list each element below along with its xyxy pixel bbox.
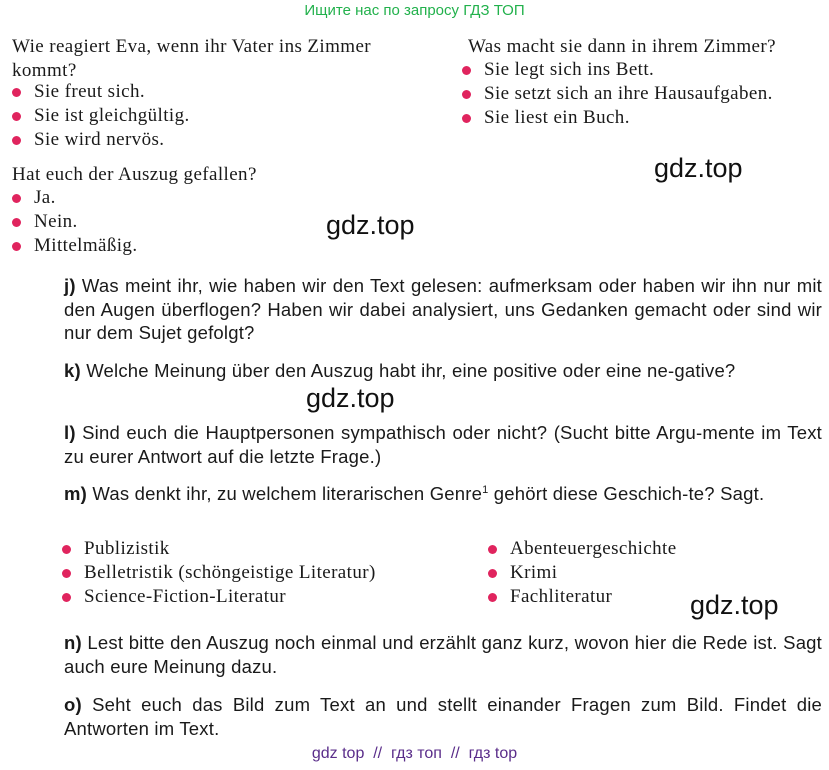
task-label: o) [64,694,82,715]
option-text: Mittelmäßig. [34,235,138,256]
option-text: Sie ist gleichgültig. [34,105,190,126]
bullet-icon [12,242,21,251]
task-j [64,274,822,345]
bullet-icon [488,545,497,554]
genre-item [60,537,376,561]
genre-text: Abenteuergeschichte [510,538,677,559]
watermark: gdz.top [654,153,743,183]
bottom-link[interactable]: gdz top [311,745,365,762]
task-o [64,693,822,740]
task-n [64,631,822,678]
watermark: gdz.top [306,383,395,413]
option-item [460,82,773,106]
task-label: j) [64,275,76,296]
bottom-link[interactable]: гдз top [468,745,518,762]
option-text: Ja. [34,187,56,208]
link-separator: // [373,745,383,762]
task-label: l) [64,422,76,443]
bullet-icon [462,114,471,123]
watermark: gdz.top [326,210,415,240]
genre-item [60,585,376,609]
bullet-icon [62,593,71,602]
genre-item [486,561,677,585]
task-m [64,482,822,506]
room-activity-options [460,58,773,130]
option-text: Sie wird nervös. [34,129,165,150]
task-label: k) [64,360,81,381]
excerpt-liked-options [10,186,137,258]
task-text: Sind euch die Hauptpersonen sympathisch oder nicht? (Sucht bitte Argu-mente im Text zu eurer Antwort auf die letzte Frage.) [64,422,823,467]
bullet-icon [12,194,21,203]
task-k [64,359,822,383]
genre-options-left [60,537,376,609]
genre-options-right [486,537,677,609]
option-text: Sie freut sich. [34,81,146,102]
task-text: gehört diese Geschich-te? Sagt. [488,483,765,504]
genre-text: Publizistik [84,538,170,559]
option-item [10,210,137,234]
bullet-icon [462,90,471,99]
task-l [64,421,822,468]
top-banner[interactable]: Ищите нас по запросу ГДЗ ТОП [304,2,525,19]
genre-text: Belletristik (schöngeistige Literatur) [84,562,376,583]
bullet-icon [12,112,21,121]
eva-reaction-options [10,80,190,152]
option-item [10,80,190,104]
option-text: Sie liest ein Buch. [484,107,630,128]
link-separator: // [450,745,460,762]
option-text: Sie setzt sich an ihre Hausaufgaben. [484,83,773,104]
question-eva-reaction-line1: Wie reagiert Eva, wenn ihr Vater ins Zimmer [12,36,372,57]
question-eva-reaction-line2: kommt? [12,60,77,81]
footnote-marker: 1 [482,483,489,496]
question-room-activity: Was macht sie dann in ihrem Zimmer? [468,36,776,57]
task-text: Welche Meinung über den Auszug habt ihr, eine positive oder eine ne-gative? [86,360,736,381]
bullet-icon [488,593,497,602]
bullet-icon [462,66,471,75]
bottom-links [0,745,829,763]
bullet-icon [62,545,71,554]
bullet-icon [12,88,21,97]
bullet-icon [488,569,497,578]
option-item [10,128,190,152]
task-text: Was meint ihr, wie haben wir den Text gelesen: aufmerksam oder haben wir ihn nur mit den Augen überflogen? Haben wir dabei analysiert, uns Gedanken gemacht oder sind wir nur dem Sujet gefolgt? [64,275,822,343]
bullet-icon [12,136,21,145]
genre-text: Science-Fiction-Literatur [84,586,287,607]
question-excerpt-liked: Hat euch der Auszug gefallen? [12,164,257,185]
option-item [10,104,190,128]
task-label: n) [64,632,82,653]
watermark: gdz.top [690,590,779,620]
genre-text: Krimi [510,562,558,583]
bottom-link[interactable]: гдз топ [391,745,442,762]
genre-text: Fachliteratur [510,586,613,607]
genre-item [486,585,677,609]
genre-item [486,537,677,561]
option-item [460,106,773,130]
bullet-icon [12,218,21,227]
bullet-icon [62,569,71,578]
option-item [10,186,137,210]
option-text: Sie legt sich ins Bett. [484,59,655,80]
option-item [460,58,773,82]
task-label: m) [64,483,88,504]
option-text: Nein. [34,211,78,232]
task-text: Was denkt ihr, zu welchem literarischen Genre [92,483,483,504]
task-text: Seht euch das Bild zum Text an und stellt einander Fragen zum Bild. Findet die Antworten im Text. [64,694,822,739]
option-item [10,234,137,258]
genre-item [60,561,376,585]
task-text: Lest bitte den Auszug noch einmal und erzählt ganz kurz, wovon hier die Rede ist. Sagt auch eure Meinung dazu. [64,632,823,677]
